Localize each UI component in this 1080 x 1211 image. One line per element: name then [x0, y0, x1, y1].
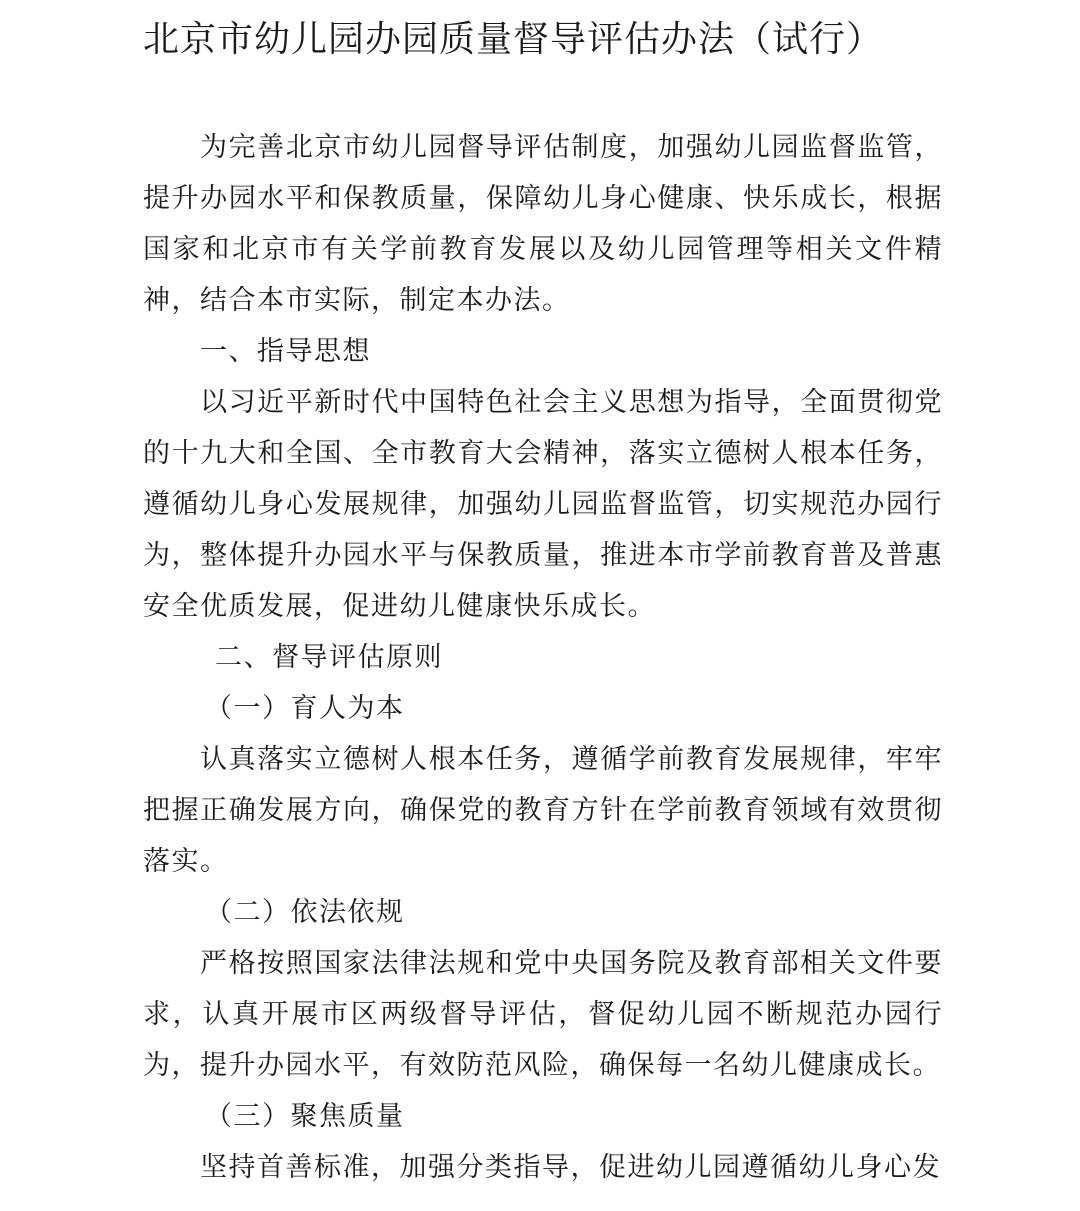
subsection-heading-2: （二）依法依规	[205, 897, 405, 928]
section-heading-principles: 二、督导评估原则	[215, 642, 443, 673]
document-body	[143, 122, 943, 1193]
paragraph-subsection-2: 严格按照国家法律法规和党中央国务院及教育部相关文件要求，认真开展市区两级督导评估，督促幼儿园不断规范办园行为，提升办园水平，有效防范风险，确保每一名幼儿健康成长。	[143, 948, 943, 1081]
paragraph-subsection-3: 坚持首善标准，加强分类指导，促进幼儿园遵循幼儿身心发	[200, 1152, 941, 1183]
paragraph-subsection-1: 认真落实立德树人根本任务，遵循学前教育发展规律，牢牢把握正确发展方向，确保党的教育方针在学前教育领域有效贯彻落实。	[143, 744, 943, 877]
paragraph-intro: 为完善北京市幼儿园督导评估制度，加强幼儿园监督监管，提升办园水平和保教质量，保障幼儿身心健康、快乐成长，根据国家和北京市有关学前教育发展以及幼儿园管理等相关文件精神，结合本市实际，制定本办法。	[143, 132, 943, 316]
section-heading-guiding-ideology: 一、指导思想	[200, 336, 371, 367]
subsection-heading-1: （一）育人为本	[205, 693, 405, 724]
paragraph-guiding-ideology: 以习近平新时代中国特色社会主义思想为指导，全面贯彻党的十九大和全国、全市教育大会精神，落实立德树人根本任务，遵循幼儿身心发展规律，加强幼儿园监督监管，切实规范办园行为，整体提升办园水平与保教质量，推进本市学前教育普及普惠安全优质发展，促进幼儿健康快乐成长。	[143, 387, 943, 622]
document-title: 北京市幼儿园办园质量督导评估办法（试行）	[143, 19, 884, 60]
subsection-heading-3: （三）聚焦质量	[205, 1101, 405, 1132]
